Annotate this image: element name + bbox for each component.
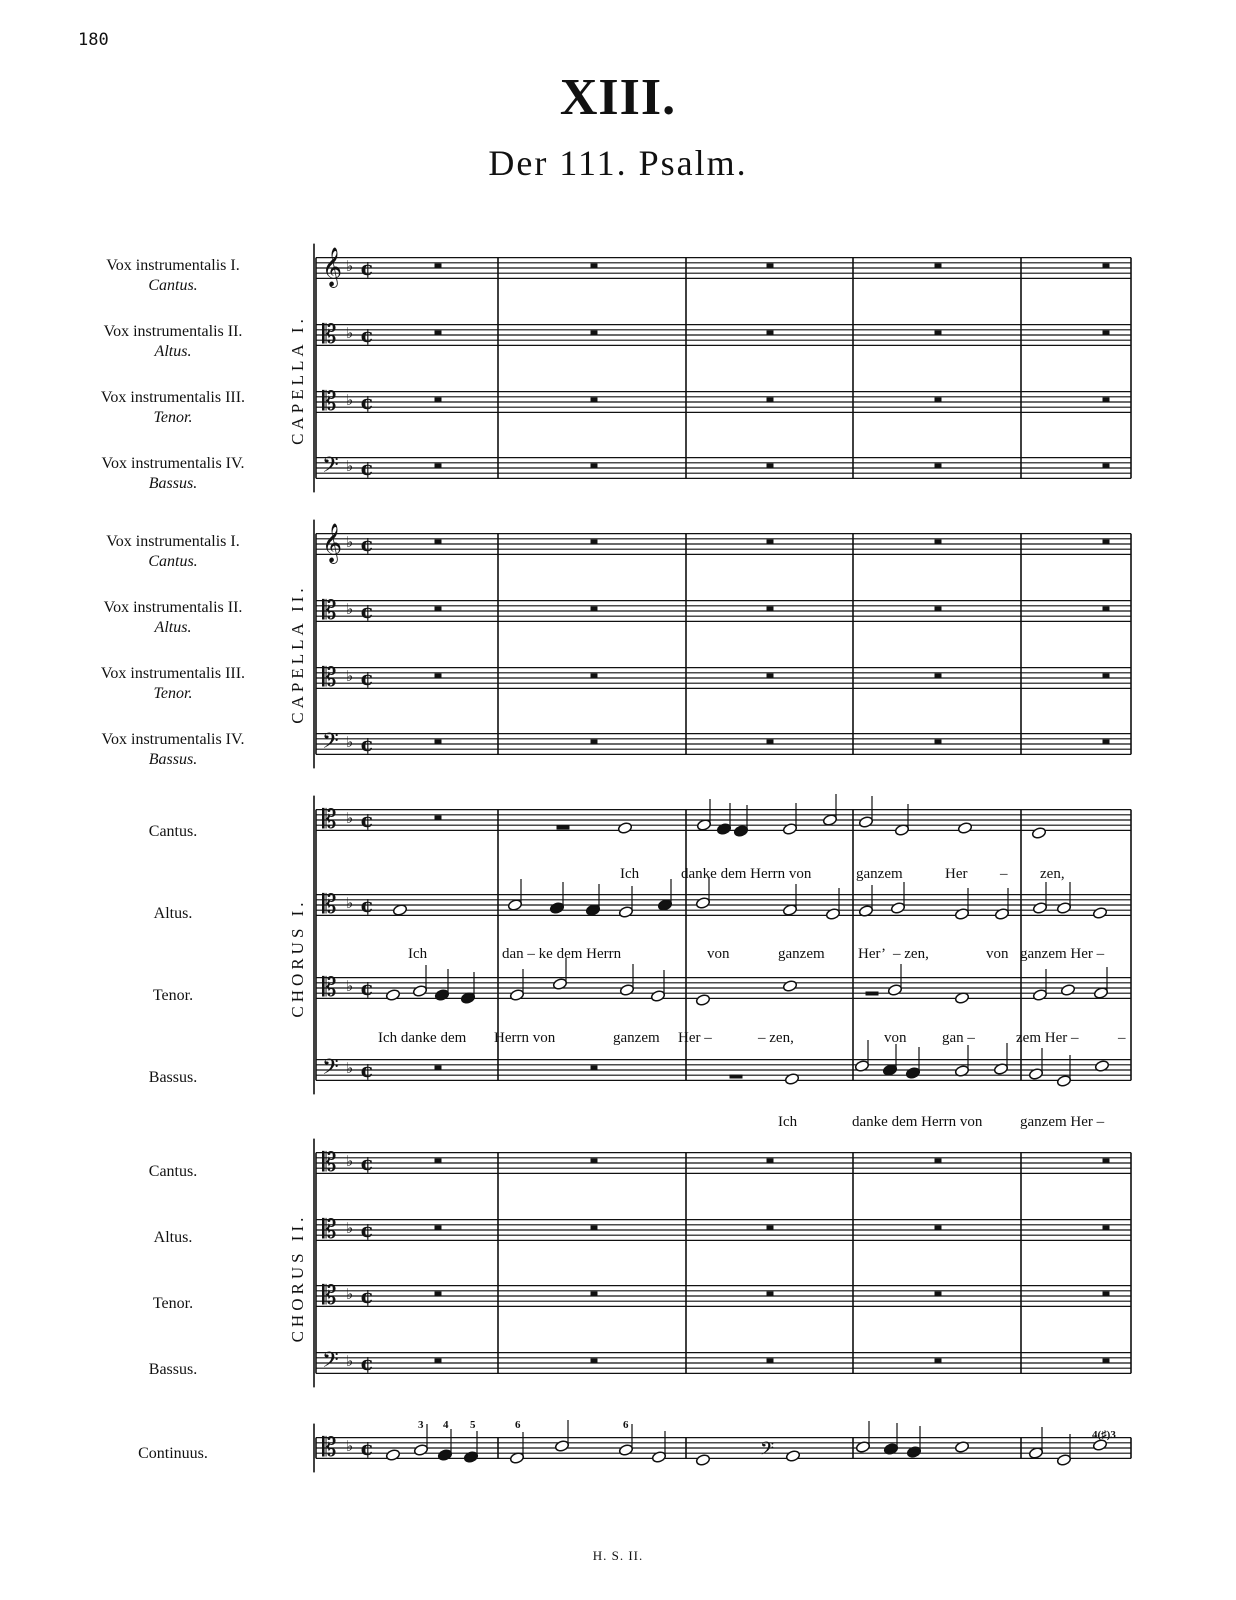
page-footer: H. S. II. bbox=[592, 1548, 644, 1563]
rest bbox=[1103, 674, 1109, 678]
lyric-altus-1: von bbox=[707, 946, 730, 962]
rest bbox=[935, 264, 941, 268]
note-head bbox=[733, 825, 748, 838]
lyric-tenor-1: Herrn von bbox=[494, 1030, 556, 1046]
note-head bbox=[994, 908, 1009, 921]
rest bbox=[1103, 540, 1109, 544]
flat-sign: ♭ bbox=[346, 1219, 354, 1237]
rest bbox=[935, 464, 941, 468]
rest bbox=[591, 398, 597, 402]
part-name-ch2-tenor: Tenor. bbox=[152, 1295, 194, 1312]
lyric-cantus-1: Ich bbox=[620, 866, 640, 882]
note-head bbox=[905, 1067, 920, 1080]
whole-note bbox=[957, 822, 972, 835]
flat-sign: ♭ bbox=[346, 1352, 354, 1370]
rest bbox=[767, 1226, 773, 1230]
note-head bbox=[412, 985, 427, 998]
rest bbox=[935, 540, 941, 544]
c-clef: 𝄡 bbox=[322, 890, 337, 920]
rest bbox=[435, 1066, 441, 1070]
note-head bbox=[890, 902, 905, 915]
rest bbox=[591, 264, 597, 268]
lyric-cantus-1: Her bbox=[945, 866, 968, 882]
note-head bbox=[618, 1444, 633, 1457]
flat-sign: ♭ bbox=[346, 1059, 354, 1077]
part-name-cap1-cantus: Vox instrumentalis I. Cantus. bbox=[106, 257, 240, 294]
lyric-tenor-1: – bbox=[1118, 1030, 1126, 1046]
rest bbox=[435, 264, 441, 268]
rest bbox=[435, 1226, 441, 1230]
lyric-altus-1: Ich bbox=[408, 946, 428, 962]
figured-bass-numeral: 3 bbox=[418, 1419, 424, 1431]
note-head bbox=[549, 902, 564, 915]
part-name-ch1-cantus: Cantus. bbox=[148, 823, 198, 840]
whole-note bbox=[782, 980, 797, 993]
c-clef: 𝄡 bbox=[322, 663, 337, 693]
breve bbox=[1031, 827, 1046, 840]
c-clef: 𝄡 bbox=[322, 320, 337, 350]
treble-clef: 𝄞 bbox=[322, 247, 343, 287]
note-head bbox=[1056, 1075, 1071, 1088]
rest bbox=[591, 607, 597, 611]
note-head bbox=[434, 989, 449, 1002]
time-signature: ¢ bbox=[360, 666, 374, 690]
time-signature: ¢ bbox=[360, 1436, 374, 1460]
note-head bbox=[716, 823, 731, 836]
part-name-continuus: Continuus. bbox=[138, 1445, 208, 1462]
time-signature: ¢ bbox=[360, 390, 374, 414]
note-head bbox=[509, 989, 524, 1002]
note-head bbox=[413, 1444, 428, 1457]
note-head bbox=[1056, 902, 1071, 915]
rest bbox=[1103, 464, 1109, 468]
lyric-cantus-1: danke dem Herrn von bbox=[681, 866, 812, 882]
figured-bass-numeral: 6 bbox=[515, 1419, 521, 1431]
flat-sign: ♭ bbox=[346, 257, 354, 275]
rest bbox=[935, 674, 941, 678]
rest bbox=[591, 1066, 597, 1070]
rest bbox=[1103, 398, 1109, 402]
part-name-cap1-bassus: Vox instrumentalis IV. Bassus. bbox=[101, 455, 245, 492]
rest bbox=[557, 826, 569, 829]
rest bbox=[935, 398, 941, 402]
time-signature: ¢ bbox=[360, 323, 374, 347]
time-signature: ¢ bbox=[360, 1218, 374, 1242]
whole-note bbox=[695, 1454, 710, 1467]
part-name-ch1-tenor: Tenor. bbox=[152, 987, 194, 1004]
rest bbox=[1103, 264, 1109, 268]
rest bbox=[1103, 1359, 1109, 1363]
c-clef: 𝄡 bbox=[322, 973, 337, 1003]
note-head bbox=[887, 984, 902, 997]
flat-sign: ♭ bbox=[346, 1152, 354, 1170]
note-head bbox=[822, 814, 837, 827]
part-name-cap1-tenor: Vox instrumentalis III. Tenor. bbox=[100, 389, 246, 426]
rest bbox=[730, 1075, 742, 1078]
lyric-tenor-1: zem Her – bbox=[1016, 1030, 1079, 1046]
lyric-altus-1: Her’ bbox=[858, 946, 887, 962]
note-head bbox=[507, 899, 522, 912]
lyric-tenor-1: ganzem bbox=[613, 1030, 660, 1046]
rest bbox=[591, 464, 597, 468]
bass-clef: 𝄢 bbox=[322, 1348, 339, 1378]
rest bbox=[767, 1159, 773, 1163]
part-name-cap2-tenor: Vox instrumentalis III. Tenor. bbox=[100, 665, 246, 702]
whole-note bbox=[784, 1073, 799, 1086]
part-name-ch2-bassus: Bassus. bbox=[148, 1361, 198, 1378]
time-signature: ¢ bbox=[360, 893, 374, 917]
whole-note bbox=[1060, 984, 1075, 997]
rest bbox=[935, 740, 941, 744]
flat-sign: ♭ bbox=[346, 667, 354, 685]
note-head bbox=[650, 990, 665, 1003]
rest bbox=[767, 607, 773, 611]
bass-clef: 𝄢 bbox=[322, 729, 339, 759]
figured-bass-numeral: 4(♯)3 bbox=[1092, 1429, 1116, 1441]
rest bbox=[767, 674, 773, 678]
c-clef: 𝄡 bbox=[322, 805, 337, 835]
bass-clef: 𝄢 bbox=[322, 453, 339, 483]
lyric-tenor-1: gan – bbox=[942, 1030, 975, 1046]
lyric-tenor-1: – zen, bbox=[758, 1030, 794, 1046]
lyric-cantus-1: ganzem bbox=[856, 866, 903, 882]
c-clef: 𝄡 bbox=[322, 1281, 337, 1311]
lyric-cantus-1: – bbox=[1000, 866, 1008, 882]
rest bbox=[435, 1159, 441, 1163]
note-head bbox=[695, 897, 710, 910]
flat-sign: ♭ bbox=[346, 1285, 354, 1303]
page-title: Der 111. Psalm. bbox=[488, 143, 748, 183]
c-clef: 𝄡 bbox=[322, 1433, 337, 1463]
c-clef: 𝄡 bbox=[322, 1215, 337, 1245]
figured-bass-numeral: 6 bbox=[623, 1419, 629, 1431]
flat-sign: ♭ bbox=[346, 324, 354, 342]
rest bbox=[767, 331, 773, 335]
time-signature: ¢ bbox=[360, 1151, 374, 1175]
time-signature: ¢ bbox=[360, 256, 374, 280]
lyric-altus-1: dan – ke dem Herrn bbox=[502, 946, 622, 962]
rest bbox=[591, 1359, 597, 1363]
lyric-tenor-1: Ich danke dem bbox=[378, 1030, 467, 1046]
part-name-ch2-altus: Altus. bbox=[153, 1229, 193, 1246]
time-signature: ¢ bbox=[360, 599, 374, 623]
note-head bbox=[554, 1440, 569, 1453]
note-head bbox=[657, 899, 672, 912]
rest bbox=[435, 1292, 441, 1296]
part-name-ch2-cantus: Cantus. bbox=[148, 1163, 198, 1180]
note-head bbox=[782, 823, 797, 836]
part-name-cap2-cantus: Vox instrumentalis I. Cantus. bbox=[106, 533, 240, 570]
flat-sign: ♭ bbox=[346, 733, 354, 751]
rest bbox=[435, 740, 441, 744]
lyric-altus-1: ganzem bbox=[778, 946, 825, 962]
page-number: 180 bbox=[78, 30, 109, 50]
rest bbox=[767, 264, 773, 268]
whole-note bbox=[1092, 907, 1107, 920]
time-signature: ¢ bbox=[360, 532, 374, 556]
lyric-tenor-1: von bbox=[884, 1030, 907, 1046]
note-head bbox=[1056, 1454, 1071, 1467]
part-name-ch1-altus: Altus. bbox=[153, 905, 193, 922]
note-head bbox=[858, 816, 873, 829]
rest bbox=[767, 540, 773, 544]
note-head bbox=[651, 1451, 666, 1464]
flat-sign: ♭ bbox=[346, 977, 354, 995]
rest bbox=[591, 740, 597, 744]
rest bbox=[1103, 1292, 1109, 1296]
flat-sign: ♭ bbox=[346, 1437, 354, 1455]
group-label-capella-1: CAPELLA I. bbox=[288, 315, 307, 445]
note-head bbox=[954, 908, 969, 921]
rest bbox=[1103, 1226, 1109, 1230]
part-name-cap2-bassus: Vox instrumentalis IV. Bassus. bbox=[101, 731, 245, 768]
flat-sign: ♭ bbox=[346, 600, 354, 618]
figured-bass-numeral: 4 bbox=[443, 1419, 449, 1431]
rest bbox=[435, 398, 441, 402]
treble-clef: 𝄞 bbox=[322, 523, 343, 563]
rest bbox=[767, 398, 773, 402]
lyric-cantus-1: zen, bbox=[1040, 866, 1065, 882]
rest bbox=[591, 674, 597, 678]
lyric-altus-1: von bbox=[986, 946, 1009, 962]
whole-note bbox=[385, 989, 400, 1002]
figured-bass-numeral: 5 bbox=[470, 1419, 476, 1431]
lyric-bassus-1: Ich bbox=[778, 1114, 798, 1130]
rest bbox=[1103, 1159, 1109, 1163]
rest bbox=[435, 331, 441, 335]
rest bbox=[767, 1359, 773, 1363]
bass-clef: 𝄢 bbox=[760, 1439, 775, 1464]
rest bbox=[767, 464, 773, 468]
group-label-chorus-1: CHORUS I. bbox=[288, 898, 307, 1018]
lyric-tenor-1: Her – bbox=[678, 1030, 712, 1046]
note-head bbox=[1032, 902, 1047, 915]
rest bbox=[435, 607, 441, 611]
rest bbox=[435, 674, 441, 678]
number-title: XIII. bbox=[559, 69, 677, 126]
time-signature: ¢ bbox=[360, 976, 374, 1000]
rest bbox=[435, 464, 441, 468]
rest bbox=[1103, 607, 1109, 611]
rest bbox=[591, 1292, 597, 1296]
rest bbox=[866, 992, 878, 995]
rest bbox=[435, 816, 441, 820]
lyric-altus-1: – zen, bbox=[893, 946, 929, 962]
flat-sign: ♭ bbox=[346, 894, 354, 912]
rest bbox=[435, 1359, 441, 1363]
time-signature: ¢ bbox=[360, 732, 374, 756]
whole-note bbox=[385, 1449, 400, 1462]
flat-sign: ♭ bbox=[346, 533, 354, 551]
time-signature: ¢ bbox=[360, 1058, 374, 1082]
note-head bbox=[619, 984, 634, 997]
note-head bbox=[882, 1064, 897, 1077]
time-signature: ¢ bbox=[360, 1351, 374, 1375]
note-head bbox=[825, 908, 840, 921]
part-name-cap1-altus: Vox instrumentalis II. Altus. bbox=[103, 323, 243, 360]
rest bbox=[591, 1159, 597, 1163]
whole-note bbox=[617, 822, 632, 835]
flat-sign: ♭ bbox=[346, 391, 354, 409]
rest bbox=[435, 540, 441, 544]
rest bbox=[1103, 740, 1109, 744]
lyric-altus-1: ganzem Her – bbox=[1020, 946, 1105, 962]
part-name-cap2-altus: Vox instrumentalis II. Altus. bbox=[103, 599, 243, 636]
lyric-bassus-1: ganzem Her – bbox=[1020, 1114, 1105, 1130]
flat-sign: ♭ bbox=[346, 457, 354, 475]
rest bbox=[935, 1359, 941, 1363]
rest bbox=[935, 1226, 941, 1230]
rest bbox=[767, 1292, 773, 1296]
rest bbox=[935, 1159, 941, 1163]
bass-clef: 𝄢 bbox=[322, 1055, 339, 1085]
whole-note bbox=[695, 994, 710, 1007]
group-label-capella-2: CAPELLA II. bbox=[288, 584, 307, 724]
note-head bbox=[618, 906, 633, 919]
part-name-ch1-bassus: Bassus. bbox=[148, 1069, 198, 1086]
rest bbox=[935, 1292, 941, 1296]
rest bbox=[591, 331, 597, 335]
time-signature: ¢ bbox=[360, 456, 374, 480]
rest bbox=[591, 540, 597, 544]
group-label-chorus-2: CHORUS II. bbox=[288, 1213, 307, 1343]
rest bbox=[767, 740, 773, 744]
whole-note bbox=[785, 1450, 800, 1463]
c-clef: 𝄡 bbox=[322, 387, 337, 417]
time-signature: ¢ bbox=[360, 808, 374, 832]
c-clef: 𝄡 bbox=[322, 1148, 337, 1178]
rest bbox=[591, 1226, 597, 1230]
time-signature: ¢ bbox=[360, 1284, 374, 1308]
lyric-bassus-1: danke dem Herrn von bbox=[852, 1114, 983, 1130]
rest bbox=[935, 331, 941, 335]
rest bbox=[935, 607, 941, 611]
note-head bbox=[1032, 989, 1047, 1002]
note-head bbox=[437, 1449, 452, 1462]
c-clef: 𝄡 bbox=[322, 596, 337, 626]
rest bbox=[1103, 331, 1109, 335]
flat-sign: ♭ bbox=[346, 809, 354, 827]
note-head bbox=[463, 1451, 478, 1464]
